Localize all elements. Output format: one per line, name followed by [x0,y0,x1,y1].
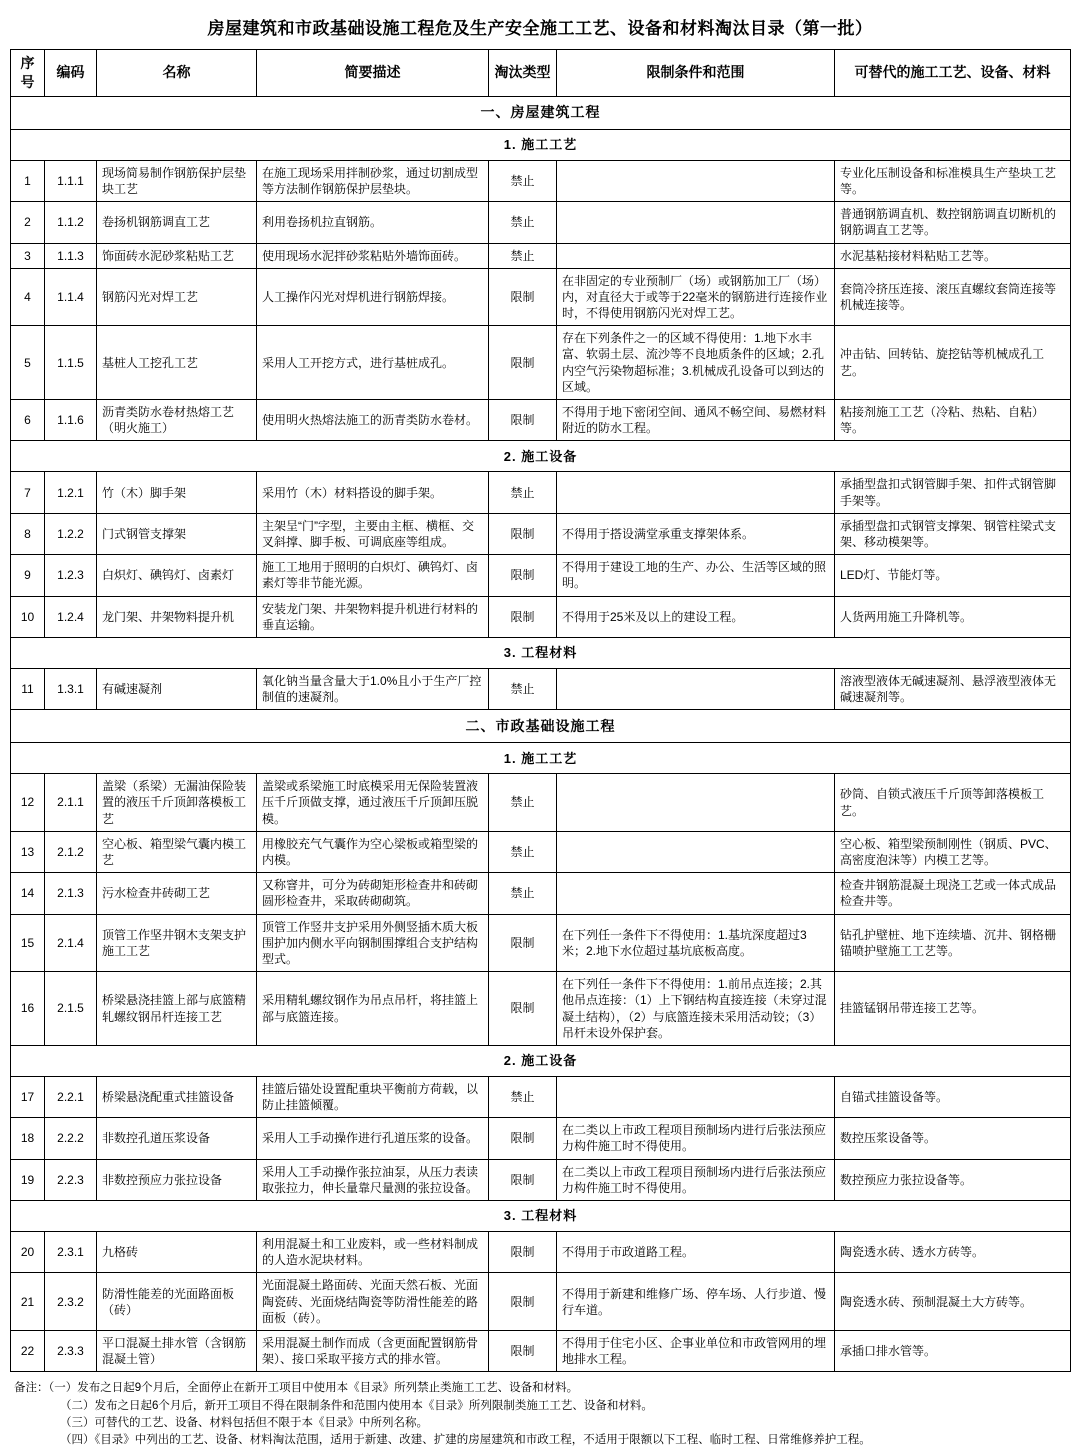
cell-code: 1.2.4 [45,596,97,637]
cell-limit [557,668,835,709]
cell-seq: 15 [11,914,45,972]
table-row [11,873,1071,914]
cell-alternative: 套筒冷挤压连接、滚压直螺纹套筒连接等机械连接等。 [835,268,1071,326]
note-item-3: （三）可替代的工艺、设备、材料包括但不限于本《目录》中所列名称。 [60,1416,428,1429]
cell-alternative: 粘接剂施工工艺（冷粘、热粘、自粘）等。 [835,400,1071,441]
note-item-4: （四）《目录》中列出的工艺、设备、材料淘汰范围，适用于新建、改建、扩建的房屋建筑和市政工程，不适用于限额以下工程、临时工程、日常维修养护工程。 [60,1434,871,1447]
cell-type: 限制 [489,1118,557,1159]
cell-type: 限制 [489,1159,557,1200]
subsection-header-row [11,637,1071,668]
cell-name: 现场简易制作钢筋保护层垫块工艺 [97,160,257,201]
cell-seq: 20 [11,1232,45,1273]
cell-limit [557,831,835,872]
cell-description: 采用混凝土制作而成（含更面配置钢筋骨架）、接口采取平接方式的排水管。 [257,1330,489,1371]
cell-description: 光面混凝土路面砖、光面天然石板、光面陶瓷砖、光面烧结陶瓷等防滑性能差的路面板（砖）。 [257,1273,489,1331]
cell-seq: 21 [11,1273,45,1331]
cell-alternative: 承插型盘扣式钢管脚手架、扣件式钢管脚手架等。 [835,472,1071,513]
cell-code: 2.3.2 [45,1273,97,1331]
cell-alternative: 承插口排水管等。 [835,1330,1071,1371]
cell-code: 2.1.4 [45,914,97,972]
cell-code: 2.3.3 [45,1330,97,1371]
cell-alternative: 承插型盘扣式钢管支撑架、钢管柱梁式支架、移动模架等。 [835,513,1071,554]
cell-name: 九格砖 [97,1232,257,1273]
cell-description: 使用明火热熔法施工的沥青类防水卷材。 [257,400,489,441]
cell-description: 在施工现场采用拌制砂浆，通过切割成型等方法制作钢筋保护层垫块。 [257,160,489,201]
cell-code: 1.1.4 [45,268,97,326]
table-row [11,1330,1071,1371]
note-item-2: （二）发布之日起6个月后，新开工项目不得在限制条件和范围内使用本《目录》所列限制类施工工艺、设备和材料。 [60,1399,653,1412]
cell-code: 1.1.2 [45,202,97,243]
cell-seq: 19 [11,1159,45,1200]
cell-name: 非数控孔道压浆设备 [97,1118,257,1159]
table-row [11,596,1071,637]
cell-alternative: 溶液型液体无碱速凝剂、悬浮液型液体无碱速凝剂等。 [835,668,1071,709]
cell-type: 禁止 [489,472,557,513]
section-label: 一、房屋建筑工程 [11,96,1071,129]
table-body [11,96,1071,1372]
table-row [11,914,1071,972]
cell-name: 有碱速凝剂 [97,668,257,709]
cell-name: 平口混凝土排水管（含钢筋混凝土管） [97,1330,257,1371]
cell-code: 1.1.5 [45,326,97,400]
cell-seq: 3 [11,243,45,268]
cell-seq: 1 [11,160,45,201]
cell-seq: 11 [11,668,45,709]
table-row [11,831,1071,872]
table-row [11,1232,1071,1273]
cell-name: 钢筋闪光对焊工艺 [97,268,257,326]
cell-limit [557,873,835,914]
cell-type: 禁止 [489,1076,557,1117]
cell-code: 2.1.1 [45,774,97,832]
cell-limit [557,1076,835,1117]
cell-alternative: 砂筒、自锁式液压千斤顶等卸落模板工艺。 [835,774,1071,832]
cell-name: 防滑性能差的光面路面板（砖） [97,1273,257,1331]
cell-limit [557,472,835,513]
cell-code: 2.2.1 [45,1076,97,1117]
cell-description: 挂篮后锚处设置配重块平衡前方荷载，以防止挂篮倾覆。 [257,1076,489,1117]
cell-seq: 17 [11,1076,45,1117]
cell-type: 限制 [489,1232,557,1273]
cell-description: 盖梁或系梁施工时底模采用无保险装置液压千斤顶做支撑，通过液压千斤顶卸压脱模。 [257,774,489,832]
cell-name: 污水检查井砖砌工艺 [97,873,257,914]
cell-description: 主架呈“门”字型，主要由主框、横框、交叉斜撑、脚手板、可调底座等组成。 [257,513,489,554]
column-header-seq: 序号 [11,50,45,97]
section-label: 二、市政基础设施工程 [11,710,1071,743]
cell-seq: 16 [11,972,45,1046]
column-header-type: 淘汰类型 [489,50,557,97]
cell-description: 利用混凝土和工业废料，或一些材料制成的人造水泥块材料。 [257,1232,489,1273]
notes-label: 备注： [14,1382,49,1395]
note-item-1: （一）发布之日起9个月后，全面停止在新开工项目中使用本《目录》所列禁止类施工工艺、设备和材料。 [48,1382,579,1395]
cell-type: 禁止 [489,668,557,709]
cell-code: 1.1.6 [45,400,97,441]
table-row [11,1118,1071,1159]
cell-seq: 7 [11,472,45,513]
cell-code: 1.2.3 [45,555,97,596]
table-row [11,472,1071,513]
cell-seq: 18 [11,1118,45,1159]
table-row [11,774,1071,832]
cell-limit: 不得用于搭设满堂承重支撑架体系。 [557,513,835,554]
cell-code: 2.2.2 [45,1118,97,1159]
cell-limit [557,202,835,243]
subsection-header-row [11,1045,1071,1076]
cell-limit: 在非固定的专业预制厂（场）或钢筋加工厂（场）内，对直径大于或等于22毫米的钢筋进行连接作业时，不得使用钢筋闪光对焊工艺。 [557,268,835,326]
header-row [11,50,1071,97]
cell-name: 空心板、箱型梁气囊内模工艺 [97,831,257,872]
page-title: 房屋建筑和市政基础设施工程危及生产安全施工工艺、设备和材料淘汰目录（第一批） [207,19,873,38]
cell-limit: 在二类以上市政工程项目预制场内进行后张法预应力构件施工时不得使用。 [557,1159,835,1200]
cell-name: 卷扬机钢筋调直工艺 [97,202,257,243]
cell-description: 安装龙门架、井架物料提升机进行材料的垂直运输。 [257,596,489,637]
cell-seq: 10 [11,596,45,637]
table-row [11,1273,1071,1331]
notes-label-line [14,1380,1070,1397]
cell-type: 限制 [489,914,557,972]
cell-type: 限制 [489,972,557,1046]
cell-alternative: 专业化压制设备和标准模具生产垫块工艺等。 [835,160,1071,201]
cell-code: 2.2.3 [45,1159,97,1200]
cell-code: 1.2.1 [45,472,97,513]
cell-name: 龙门架、井架物料提升机 [97,596,257,637]
cell-seq: 13 [11,831,45,872]
cell-limit: 在二类以上市政工程项目预制场内进行后张法预应力构件施工时不得使用。 [557,1118,835,1159]
cell-alternative: 自锚式挂篮设备等。 [835,1076,1071,1117]
cell-description: 利用卷扬机拉直钢筋。 [257,202,489,243]
cell-seq: 22 [11,1330,45,1371]
cell-code: 2.1.3 [45,873,97,914]
cell-type: 禁止 [489,243,557,268]
cell-type: 禁止 [489,160,557,201]
cell-limit: 不得用于市政道路工程。 [557,1232,835,1273]
cell-seq: 8 [11,513,45,554]
cell-seq: 12 [11,774,45,832]
cell-limit: 不得用于住宅小区、企事业单位和市政管网用的埋地排水工程。 [557,1330,835,1371]
cell-alternative: 空心板、箱型梁预制刚性（钢质、PVC、高密度泡沫等）内模工艺等。 [835,831,1071,872]
table-row [11,243,1071,268]
cell-name: 门式钢管支撑架 [97,513,257,554]
cell-limit: 不得用于25米及以上的建设工程。 [557,596,835,637]
cell-code: 1.3.1 [45,668,97,709]
cell-name: 盖梁（系梁）无漏油保险装置的液压千斤顶卸落模板工艺 [97,774,257,832]
cell-name: 沥青类防水卷材热熔工艺（明火施工） [97,400,257,441]
cell-limit [557,774,835,832]
cell-seq: 4 [11,268,45,326]
table-row [11,1076,1071,1117]
cell-type: 禁止 [489,873,557,914]
cell-description: 采用竹（木）材料搭设的脚手架。 [257,472,489,513]
table-row [11,268,1071,326]
cell-description: 采用精轧螺纹钢作为吊点吊杆，将挂篮上部与底篮连接。 [257,972,489,1046]
cell-limit: 在下列任一条件下不得使用：1.前吊点连接；2.其他吊点连接：（1）上下钢结构直接连接（未穿过混凝土结构），（2）与底篮连接未采用活动铰；（3）吊杆未设外保护套。 [557,972,835,1046]
cell-description: 采用人工手动操作进行孔道压浆的设备。 [257,1118,489,1159]
cell-description: 用橡胶充气气囊作为空心梁板或箱型梁的内模。 [257,831,489,872]
cell-seq: 5 [11,326,45,400]
subsection-label: 1. 施工工艺 [11,743,1071,774]
cell-type: 禁止 [489,774,557,832]
subsection-label: 1. 施工工艺 [11,129,1071,160]
cell-limit: 在下列任一条件下不得使用：1.基坑深度超过3米；2.地下水位超过基坑底板高度。 [557,914,835,972]
cell-seq: 14 [11,873,45,914]
cell-limit: 存在下列条件之一的区域不得使用：1.地下水丰富、软弱土层、流沙等不良地质条件的区域；2.孔内空气污染物超标准；3.机械成孔设备可以到达的区域。 [557,326,835,400]
elimination-catalog-table [10,49,1071,1372]
cell-type: 限制 [489,400,557,441]
cell-name: 非数控预应力张拉设备 [97,1159,257,1200]
cell-alternative: 陶瓷透水砖、透水方砖等。 [835,1232,1071,1273]
cell-alternative: 钻孔护壁桩、地下连续墙、沉井、钢格栅锚喷护壁施工工艺等。 [835,914,1071,972]
table-row [11,668,1071,709]
cell-type: 限制 [489,513,557,554]
cell-description: 使用现场水泥拌砂浆粘贴外墙饰面砖。 [257,243,489,268]
subsection-header-row [11,129,1071,160]
cell-description: 采用人工手动操作张拉油泵，从压力表读取张拉力，伸长量靠尺量测的张拉设备。 [257,1159,489,1200]
table-row [11,513,1071,554]
column-header-name: 名称 [97,50,257,97]
cell-alternative: 挂篮锰钢吊带连接工艺等。 [835,972,1071,1046]
cell-description: 采用人工开挖方式，进行基桩成孔。 [257,326,489,400]
cell-code: 1.2.2 [45,513,97,554]
cell-code: 1.1.1 [45,160,97,201]
cell-limit: 不得用于地下密闭空间、通风不畅空间、易燃材料附近的防水工程。 [557,400,835,441]
column-header-alternative: 可替代的施工工艺、设备、材料 [835,50,1071,97]
cell-description: 人工操作闪光对焊机进行钢筋焊接。 [257,268,489,326]
cell-type: 限制 [489,555,557,596]
cell-name: 基桩人工挖孔工艺 [97,326,257,400]
cell-type: 禁止 [489,202,557,243]
cell-seq: 9 [11,555,45,596]
table-row [11,160,1071,201]
subsection-label: 3. 工程材料 [11,637,1071,668]
table-row [11,1159,1071,1200]
cell-type: 限制 [489,326,557,400]
cell-alternative: 人货两用施工升降机等。 [835,596,1071,637]
subsection-label: 3. 工程材料 [11,1201,1071,1232]
cell-type: 限制 [489,268,557,326]
cell-alternative: 水泥基粘接材料粘贴工艺等。 [835,243,1071,268]
table-row [11,972,1071,1046]
cell-code: 2.1.5 [45,972,97,1046]
column-header-code: 编码 [45,50,97,97]
cell-code: 2.3.1 [45,1232,97,1273]
subsection-label: 2. 施工设备 [11,1045,1071,1076]
cell-limit [557,160,835,201]
cell-limit: 不得用于建设工地的生产、办公、生活等区域的照明。 [557,555,835,596]
cell-type: 限制 [489,1330,557,1371]
cell-alternative: 数控预应力张拉设备等。 [835,1159,1071,1200]
cell-limit [557,243,835,268]
cell-code: 2.1.2 [45,831,97,872]
cell-description: 施工工地用于照明的白炽灯、碘钨灯、卤素灯等非节能光源。 [257,555,489,596]
cell-limit: 不得用于新建和维修广场、停车场、人行步道、慢行车道。 [557,1273,835,1331]
cell-alternative: 检查井钢筋混凝土现浇工艺或一体式成品检查井等。 [835,873,1071,914]
subsection-header-row [11,441,1071,472]
cell-type: 限制 [489,1273,557,1331]
cell-name: 顶管工作坚井钢木支架支护施工工艺 [97,914,257,972]
cell-type: 限制 [489,596,557,637]
cell-name: 竹（木）脚手架 [97,472,257,513]
cell-name: 桥梁悬浇配重式挂篮设备 [97,1076,257,1117]
cell-name: 饰面砖水泥砂浆粘贴工艺 [97,243,257,268]
table-row [11,326,1071,400]
table-header [11,50,1071,97]
subsection-header-row [11,1201,1071,1232]
notes-block [10,1380,1070,1449]
subsection-header-row [11,743,1071,774]
cell-alternative: 陶瓷透水砖、预制混凝土大方砖等。 [835,1273,1071,1331]
cell-alternative: 数控压浆设备等。 [835,1118,1071,1159]
cell-type: 禁止 [489,831,557,872]
cell-name: 白炽灯、碘钨灯、卤素灯 [97,555,257,596]
subsection-label: 2. 施工设备 [11,441,1071,472]
section-header-row [11,96,1071,129]
cell-name: 桥梁悬浇挂篮上部与底篮精轧螺纹钢吊杆连接工艺 [97,972,257,1046]
cell-description: 顶管工作竖井支护采用外侧竖插木质大板围护加内侧水平向钢制围撑组合支护结构型式。 [257,914,489,972]
cell-description: 又称窨井，可分为砖砌矩形检查井和砖砌圆形检查井，采取砖砌砌筑。 [257,873,489,914]
table-row [11,555,1071,596]
cell-seq: 2 [11,202,45,243]
cell-alternative: 冲击钻、回转钻、旋挖钻等机械成孔工艺。 [835,326,1071,400]
cell-seq: 6 [11,400,45,441]
table-row [11,202,1071,243]
column-header-limit: 限制条件和范围 [557,50,835,97]
column-header-description: 简要描述 [257,50,489,97]
table-row [11,400,1071,441]
cell-alternative: LED灯、节能灯等。 [835,555,1071,596]
section-header-row [11,710,1071,743]
cell-code: 1.1.3 [45,243,97,268]
cell-alternative: 普通钢筋调直机、数控钢筋调直切断机的钢筋调直工艺等。 [835,202,1071,243]
cell-description: 氧化钠当量含量大于1.0%且小于生产厂控制值的速凝剂。 [257,668,489,709]
